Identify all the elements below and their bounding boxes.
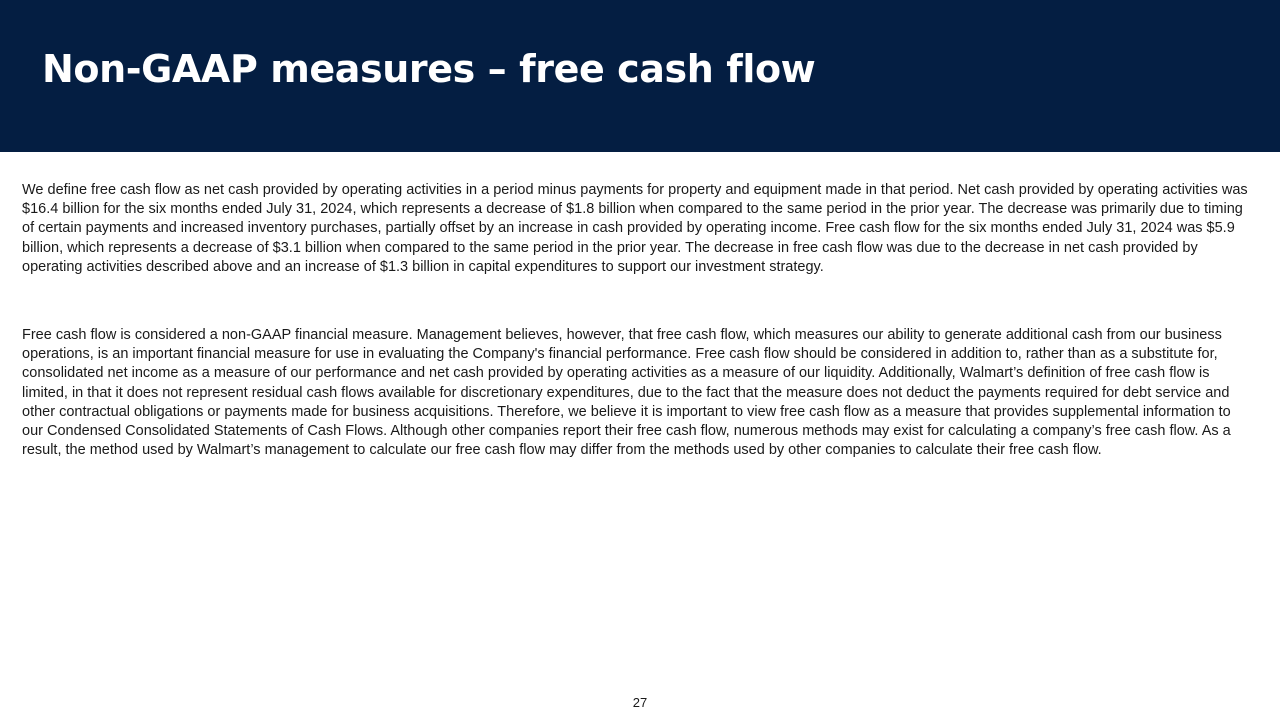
slide-title: Non-GAAP measures – free cash flow [42,47,816,91]
page-number: 27 [632,695,648,710]
body-paragraph-definition: We define free cash flow as net cash provided by operating activities in a period minus payments for property and equipment made in that period. Net cash provided by operating activities was $16.4 billion for the six months ended July 31, 2024, which represents a decrease of $1.8 billion when compared to the same period in the prior year. The decrease was primarily due to timing of certain payments and increased inventory purchases, partially offset by an increase in cash provided by operating income. Free cash flow for the six months ended July 31, 2024 was $5.9 billion, which represents a decrease of $3.1 billion when compared to the same period in the prior year. The decrease in free cash flow was due to the decrease in net cash provided by operating activities described above and an increase of $1.3 billion in capital expenditures to support our investment strategy. [22,182,1248,275]
body-paragraph-non-gaap: Free cash flow is considered a non-GAAP financial measure. Management believes, however, that free cash flow, which measures our ability to generate additional cash from our business operations, is an important financial measure for use in evaluating the Company's financial performance. Free cash flow should be considered in addition to, rather than as a substitute for, consolidated net income as a measure of our performance and net cash provided by operating activities as a measure of our liquidity. Additionally, Walmart’s definition of free cash flow is limited, in that it does not represent residual cash flows available for discretionary expenditures, due to the fact that the measure does not deduct the payments required for debt service and other contractual obligations or payments made for business acquisitions. Therefore, we believe it is important to view free cash flow as a measure that provides supplemental information to our Condensed Consolidated Statements of Cash Flows. Although other companies report their free cash flow, numerous methods may exist for calculating a company’s free cash flow. As a result, the method used by Walmart’s management to calculate our free cash flow may differ from the methods used by other companies to calculate their free cash flow. [22,327,1231,459]
header-band [0,0,1280,152]
